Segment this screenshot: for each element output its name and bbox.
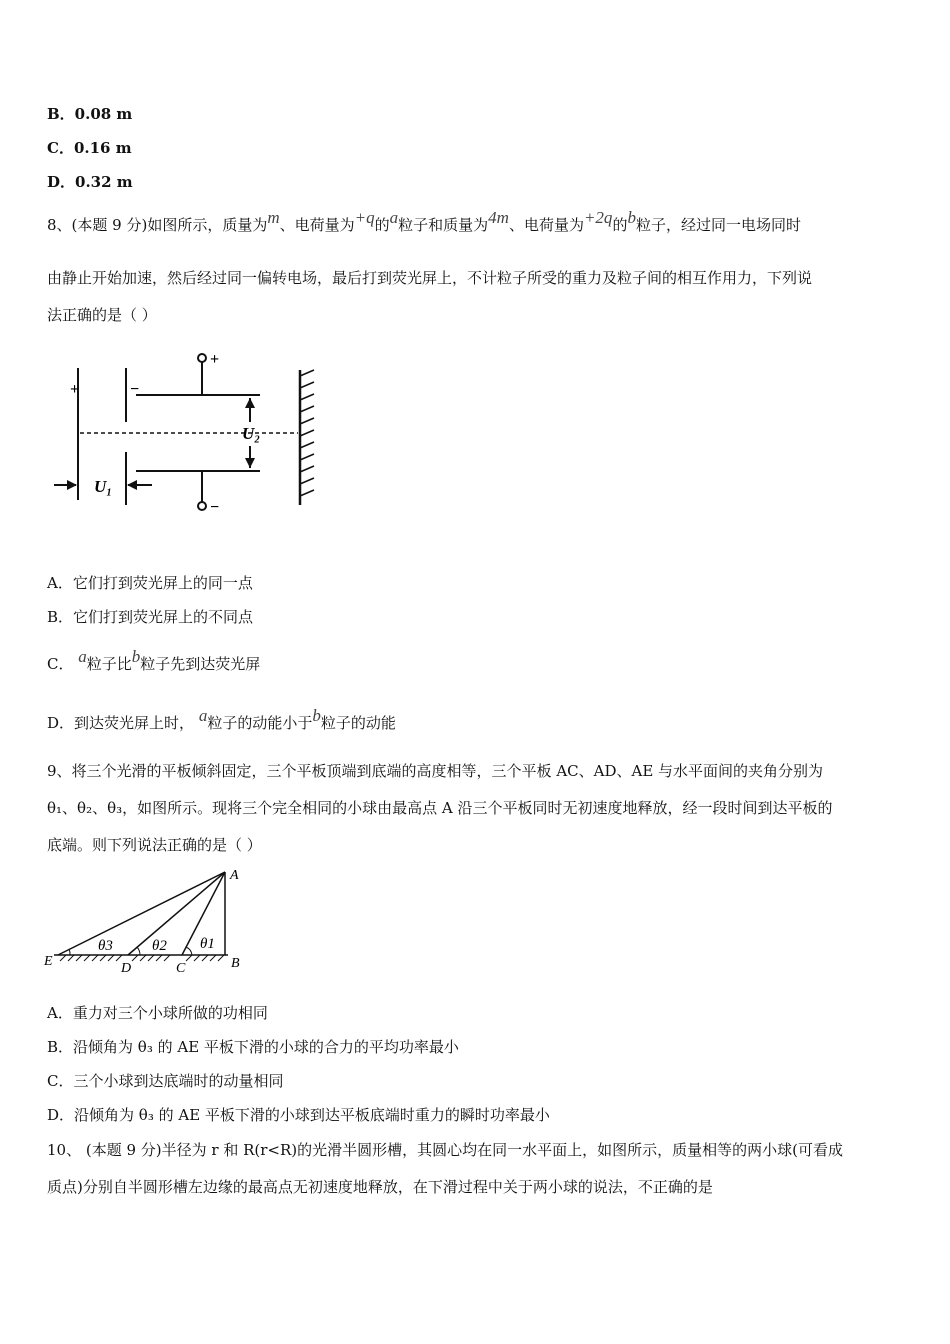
- q8-option-d: [47, 706, 396, 733]
- q7-option-c: C．0.16 m: [47, 139, 132, 157]
- q8-stem-line3: 法正确的是（ ）: [47, 306, 157, 324]
- text-run: 的: [374, 216, 390, 234]
- math-a: a: [389, 208, 399, 227]
- q8-stem-line1: [47, 208, 801, 235]
- text-run: 的: [612, 216, 628, 234]
- text-run: C．: [47, 655, 74, 673]
- point-a-label: A: [230, 868, 239, 883]
- theta1-label: θ1: [200, 936, 215, 952]
- angle-arc-3: [69, 949, 70, 955]
- math-m: m: [267, 208, 280, 227]
- bottom-minus-sign: −: [210, 499, 220, 516]
- u2-label: U₂: [242, 424, 261, 443]
- text-run: 粒子和质量为: [398, 216, 489, 234]
- q7-option-d: D．0.32 m: [47, 173, 133, 191]
- math-plus-2q: +2q: [583, 208, 613, 227]
- math-b: b: [131, 647, 141, 666]
- u1-arrowhead-left: [67, 480, 77, 490]
- q8-option-c: [47, 647, 261, 674]
- text-run: 如图所示，质量为: [147, 216, 268, 234]
- q9-stem-line1: 9、将三个光滑的平板倾斜固定，三个平板顶端到底端的高度相等，三个平板 AC、AD、AE 与水平面间的夹角分别为: [47, 762, 824, 780]
- screen-hatching: [300, 370, 314, 496]
- q8-stem-line2: 由静止开始加速，然后经过同一偏转电场，最后打到荧光屏上，不计粒子所受的重力及粒子间的相互作用力，下列说: [47, 269, 813, 287]
- text-run: 粒子，经过同一电场同时: [635, 216, 801, 234]
- q7-option-b: B．0.08 m: [47, 105, 133, 123]
- math-b: b: [627, 208, 636, 227]
- q8-option-a: A．它们打到荧光屏上的同一点: [47, 574, 253, 592]
- point-b-label: B: [231, 956, 240, 971]
- text-run: D．到达荧光屏上时，: [47, 714, 195, 732]
- point-c-label: C: [176, 961, 186, 976]
- math-plus-q: +q: [354, 208, 375, 227]
- incline-figure: [40, 862, 260, 977]
- top-plus-sign: +: [210, 351, 220, 368]
- top-terminal: [198, 354, 206, 362]
- q9-stem-line2: θ₁、θ₂、θ₃，如图所示。现将三个完全相同的小球由最高点 A 沿三个平板同时无初速度地释放，经一段时间到达平板的: [47, 799, 833, 817]
- accel-minus-sign: −: [130, 381, 140, 398]
- math-4m: 4m: [488, 208, 509, 227]
- u1-arrowhead-right: [127, 480, 137, 490]
- accel-plus-sign: +: [70, 381, 80, 398]
- u1-label: U₁: [94, 477, 113, 496]
- deflection-figure: [44, 340, 324, 535]
- theta2-label: θ2: [152, 938, 167, 954]
- theta3-label: θ3: [98, 938, 113, 954]
- math-a: a: [78, 647, 87, 666]
- q9-option-a: A．重力对三个小球所做的功相同: [47, 1004, 268, 1022]
- q9-option-c: C．三个小球到达底端时的动量相同: [47, 1072, 284, 1090]
- q8-option-b: B．它们打到荧光屏上的不同点: [47, 608, 254, 626]
- text-run: 、电荷量为: [279, 216, 355, 234]
- text-run: 、电荷量为: [508, 216, 584, 234]
- text-run: 粒子的动能: [320, 714, 396, 732]
- math-a: a: [198, 706, 208, 725]
- bottom-terminal: [198, 502, 206, 510]
- point-e-label: E: [44, 954, 53, 969]
- q8-prefix: 8、(本题 9 分): [47, 216, 148, 234]
- q10-stem-line1: 10、 (本题 9 分)半径为 r 和 R(r<R)的光滑半圆形槽，其圆心均在同一水平面上，如图所示，质量相等的两小球(可看成: [47, 1141, 844, 1159]
- text-run: 粒子先到达荧光屏: [140, 655, 261, 673]
- ground-hatching: [60, 955, 224, 961]
- point-d-label: D: [121, 961, 132, 976]
- q9-option-d: D．沿倾角为 θ₃ 的 AE 平板下滑的小球到达平板底端时重力的瞬时功率最小: [47, 1106, 550, 1124]
- q10-stem-line2: 质点)分别自半圆形槽左边缘的最高点无初速度地释放，在下滑过程中关于两小球的说法，不正确的是: [47, 1178, 713, 1196]
- angle-arc-1: [186, 947, 192, 955]
- q9-stem-line3: 底端。则下列说法正确的是（ ）: [47, 836, 262, 854]
- text-run: 粒子比: [86, 655, 132, 673]
- text-run: 粒子的动能小于: [207, 714, 313, 732]
- angle-arc-2: [137, 947, 140, 955]
- q9-option-b: B．沿倾角为 θ₃ 的 AE 平板下滑的小球的合力的平均功率最小: [47, 1038, 459, 1056]
- u2-arrowhead-up: [245, 398, 255, 408]
- math-b: b: [312, 706, 321, 725]
- u2-arrowhead-down: [245, 458, 255, 468]
